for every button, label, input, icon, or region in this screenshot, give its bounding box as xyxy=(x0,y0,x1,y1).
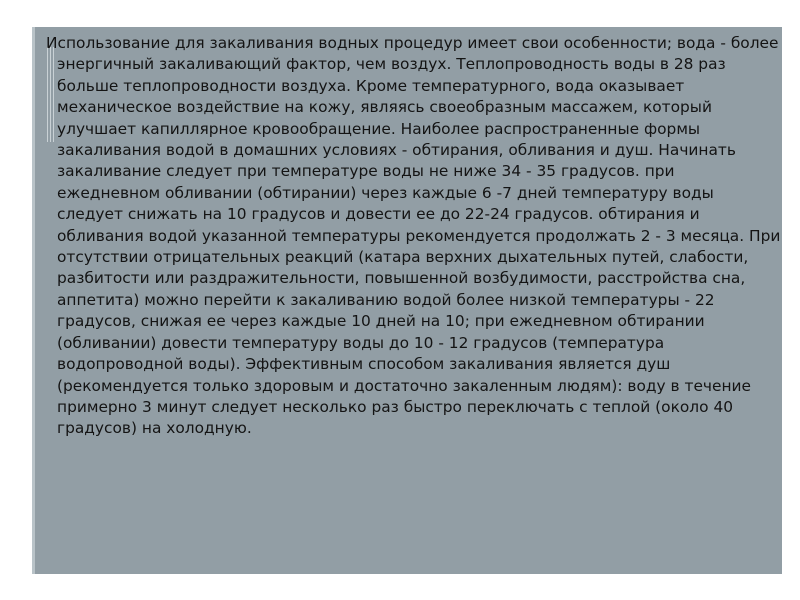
slide-left-band xyxy=(32,27,35,574)
slide-body-text: Использование для закаливания водных процедур имеет свои особенности; вода - более энергичный закаливающий фактор, чем воздух. Теплопроводность воды в 28 раз больше теплопроводности воздуха. Кроме температурного, вода оказывает механическое воздействие на кожу, являясь своеобразным массажем, который улучшает капиллярное кровообращение. Наиболее распространенные формы закаливания водой в домашних условиях - обтирания, обливания и душ. Начинать закаливание следует при температуре воды не ниже 34 - 35 градусов. при ежедневном обливании (обтирании) через каждые 6 -7 дней температуру воды следует снижать на 10 градусов и довести ее до 22-24 градусов. обтирания и обливания водой указанной температуры рекомендуется продолжать 2 - 3 месяца. При отсутствии отрицательных реакций (катара верхних дыхательных путей, слабости, разбитости или раздражительности, повышенной возбудимости, расстройства сна, аппетита) можно перейти к закаливанию водой более низкой температуры - 22 градусов, снижая ее через каждые 10 дней на 10; при ежедневном обтирании (обливании) довести температуру воды до 10 - 12 градусов (температура водопроводной воды). Эффективным способом закаливания является душ (рекомендуется только здоровым и достаточно закаленным людям): воду в течение примерно 3 минут следует несколько раз быстро переключать с теплой (около 40 градусов) на холодную. xyxy=(46,34,781,438)
slide-panel xyxy=(32,27,782,574)
